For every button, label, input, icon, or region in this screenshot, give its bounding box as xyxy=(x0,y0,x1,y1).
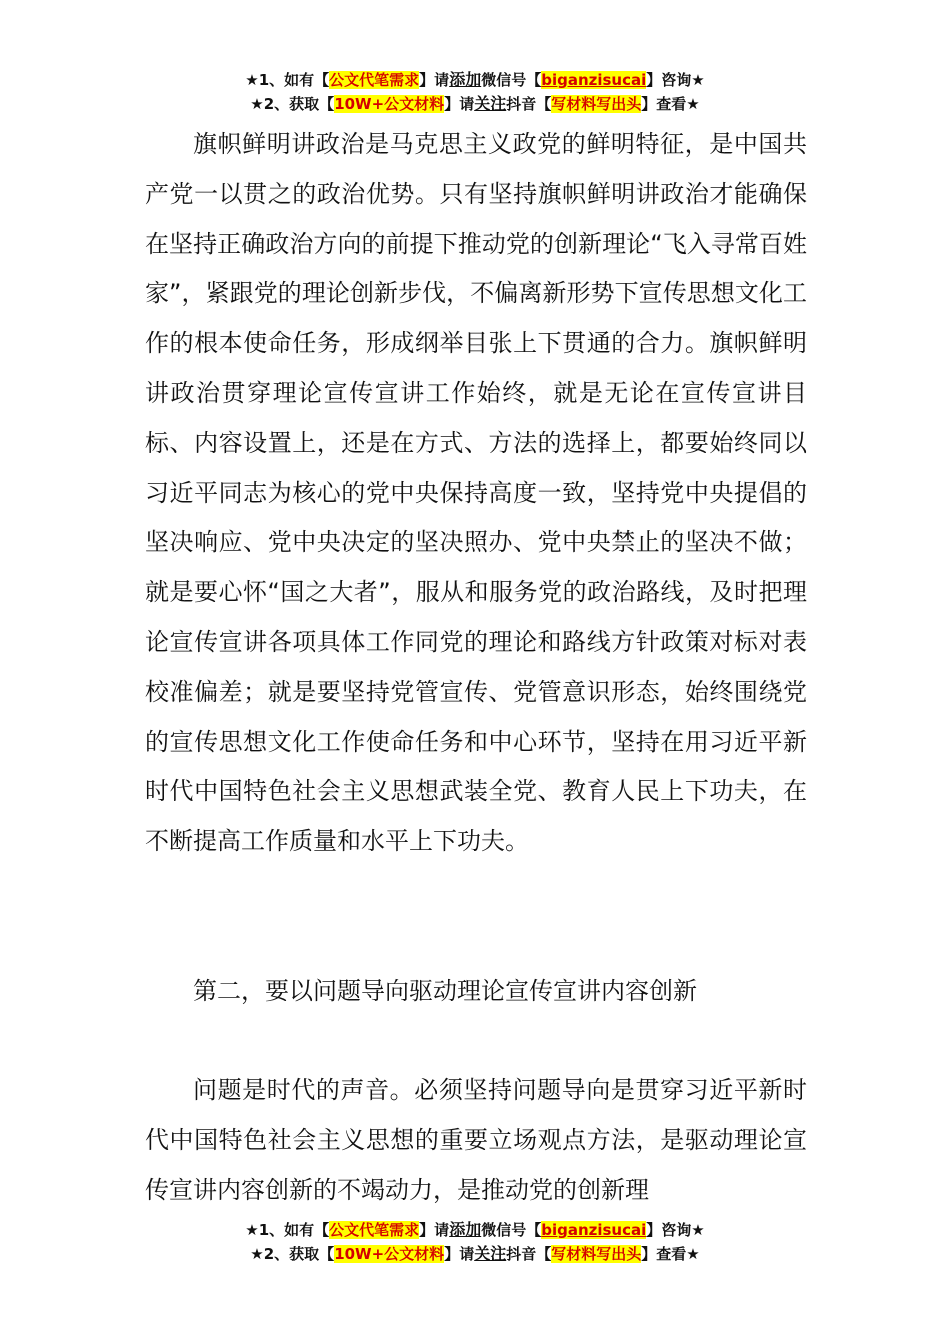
footer-line2-prefix: ★2、获取【 xyxy=(250,1245,335,1263)
footer-promo-line-2 xyxy=(0,1242,950,1266)
header-line2-douyin-account: 写材料写出头 xyxy=(551,95,642,113)
footer-line2-suffix: 】查看★ xyxy=(641,1245,700,1263)
footer-line2-mid1: 】请 xyxy=(444,1245,475,1263)
footer-line1-mid2: 微信号【 xyxy=(481,1221,542,1239)
footer-line1-wechat-id: biganzisucai xyxy=(541,1221,647,1239)
header-line1-highlight-service: 公文代笔需求 xyxy=(329,71,420,89)
footer-line1-suffix: 】咨询★ xyxy=(646,1221,705,1239)
footer-promo-line-1 xyxy=(0,1218,950,1242)
footer-line2-douyin-account: 写材料写出头 xyxy=(551,1245,642,1263)
header-line2-mid1: 】请 xyxy=(444,95,475,113)
footer-line1-prefix: ★1、如有【 xyxy=(245,1221,330,1239)
footer-line1-mid1: 】请 xyxy=(419,1221,450,1239)
section-heading-text: 第二，要以问题导向驱动理论宣传宣讲内容创新 xyxy=(193,977,697,1005)
header-line1-mid2: 微信号【 xyxy=(481,71,542,89)
paragraph-1-text: 旗帜鲜明讲政治是马克思主义政党的鲜明特征，是中国共产党一以贯之的政治优势。只有坚持旗帜鲜明讲政治才能确保在坚持正确政治方向的前提下推动党的创新理论“飞入寻常百姓家”，紧跟党的理论创新步伐，不偏离新形势下宣传思想文化工作的根本使命任务，形成纲举目张上下贯通的合力。旗帜鲜明讲政治贯穿理论宣传宣讲工作始终，就是无论在宣传宣讲目标、内容设置上，还是在方式、方法的选择上，都要始终同以习近平同志为核心的党中央保持高度一致，坚持党中央提倡的坚决响应、党中央决定的坚决照办、党中央禁止的坚决不做；就是要心怀“国之大者”，服从和服务党的政治路线，及时把理论宣传宣讲各项具体工作同党的理论和路线方针政策对标对表校准偏差；就是要坚持党管宣传、党管意识形态，始终围绕党的宣传思想文化工作使命任务和中心环节，坚持在用习近平新时代中国特色社会主义思想武装全党、教育人民上下功夫，在不断提高工作质量和水平上下功夫。 xyxy=(145,130,807,856)
section-heading xyxy=(145,967,807,1017)
header-promo-banner xyxy=(0,68,950,116)
footer-line1-highlight-service: 公文代笔需求 xyxy=(329,1221,420,1239)
footer-line1-emphasis: 添加 xyxy=(449,1220,482,1239)
header-promo-line-2 xyxy=(0,92,950,116)
header-line2-prefix: ★2、获取【 xyxy=(250,95,335,113)
header-line1-mid1: 】请 xyxy=(419,71,450,89)
paragraph-2-text: 问题是时代的声音。必须坚持问题导向是贯穿习近平新时代中国特色社会主义思想的重要立场观点方法，是驱动理论宣传宣讲内容创新的不竭动力，是推动党的创新理 xyxy=(145,1076,807,1204)
footer-promo-banner xyxy=(0,1218,950,1266)
header-line2-suffix: 】查看★ xyxy=(641,95,700,113)
header-line1-wechat-id: biganzisucai xyxy=(541,71,647,89)
header-line1-emphasis: 添加 xyxy=(449,70,482,89)
document-body-paragraph-1 xyxy=(145,120,807,867)
header-line2-highlight-materials: 10W+公文材料 xyxy=(334,95,445,113)
header-line2-mid2: 抖音【 xyxy=(506,95,552,113)
footer-line2-mid2: 抖音【 xyxy=(506,1245,552,1263)
header-promo-line-1 xyxy=(0,68,950,92)
footer-line2-highlight-materials: 10W+公文材料 xyxy=(334,1245,445,1263)
header-line1-prefix: ★1、如有【 xyxy=(245,71,330,89)
document-body-paragraph-2 xyxy=(145,1066,807,1215)
header-line1-suffix: 】咨询★ xyxy=(646,71,705,89)
footer-line2-emphasis: 关注 xyxy=(474,1244,507,1263)
header-line2-emphasis: 关注 xyxy=(474,94,507,113)
